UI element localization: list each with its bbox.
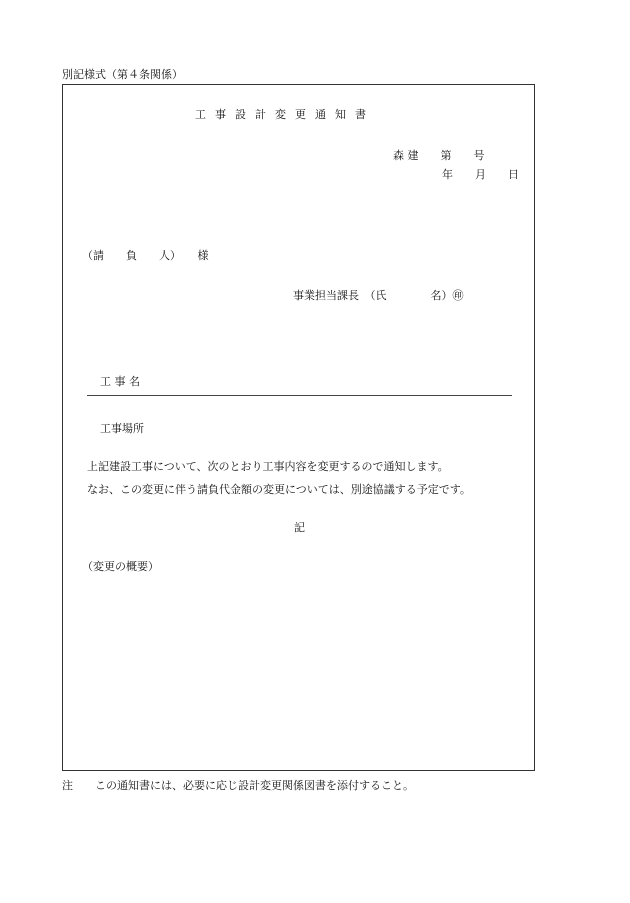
- work-name-underline: [87, 395, 512, 396]
- body-text-line: 上記建設工事について、次のとおり工事内容を変更するので通知します。: [87, 460, 449, 473]
- addressee: （請 負 人） 様: [82, 249, 209, 262]
- body-text-line: なお、この変更に伴う請負代金額の変更については、別途協議する予定です。: [87, 483, 471, 496]
- work-name-label: 工 事 名: [100, 375, 140, 388]
- ki-heading: 記: [294, 521, 305, 534]
- footnote: 注 この通知書には、必要に応じ設計変更関係図書を添付すること。: [62, 779, 414, 792]
- form-label: 別記様式（第４条関係）: [62, 68, 183, 81]
- reference-number: 森 建 第 号: [393, 149, 485, 162]
- reference-date: 年 月 日: [442, 168, 519, 181]
- change-summary-label: （変更の概要）: [82, 560, 159, 573]
- work-place-label: 工事場所: [100, 422, 144, 435]
- document-title: 工事設計変更通知書: [195, 108, 375, 121]
- sender-signature: 事業担当課長 （氏 名）㊞: [293, 289, 464, 302]
